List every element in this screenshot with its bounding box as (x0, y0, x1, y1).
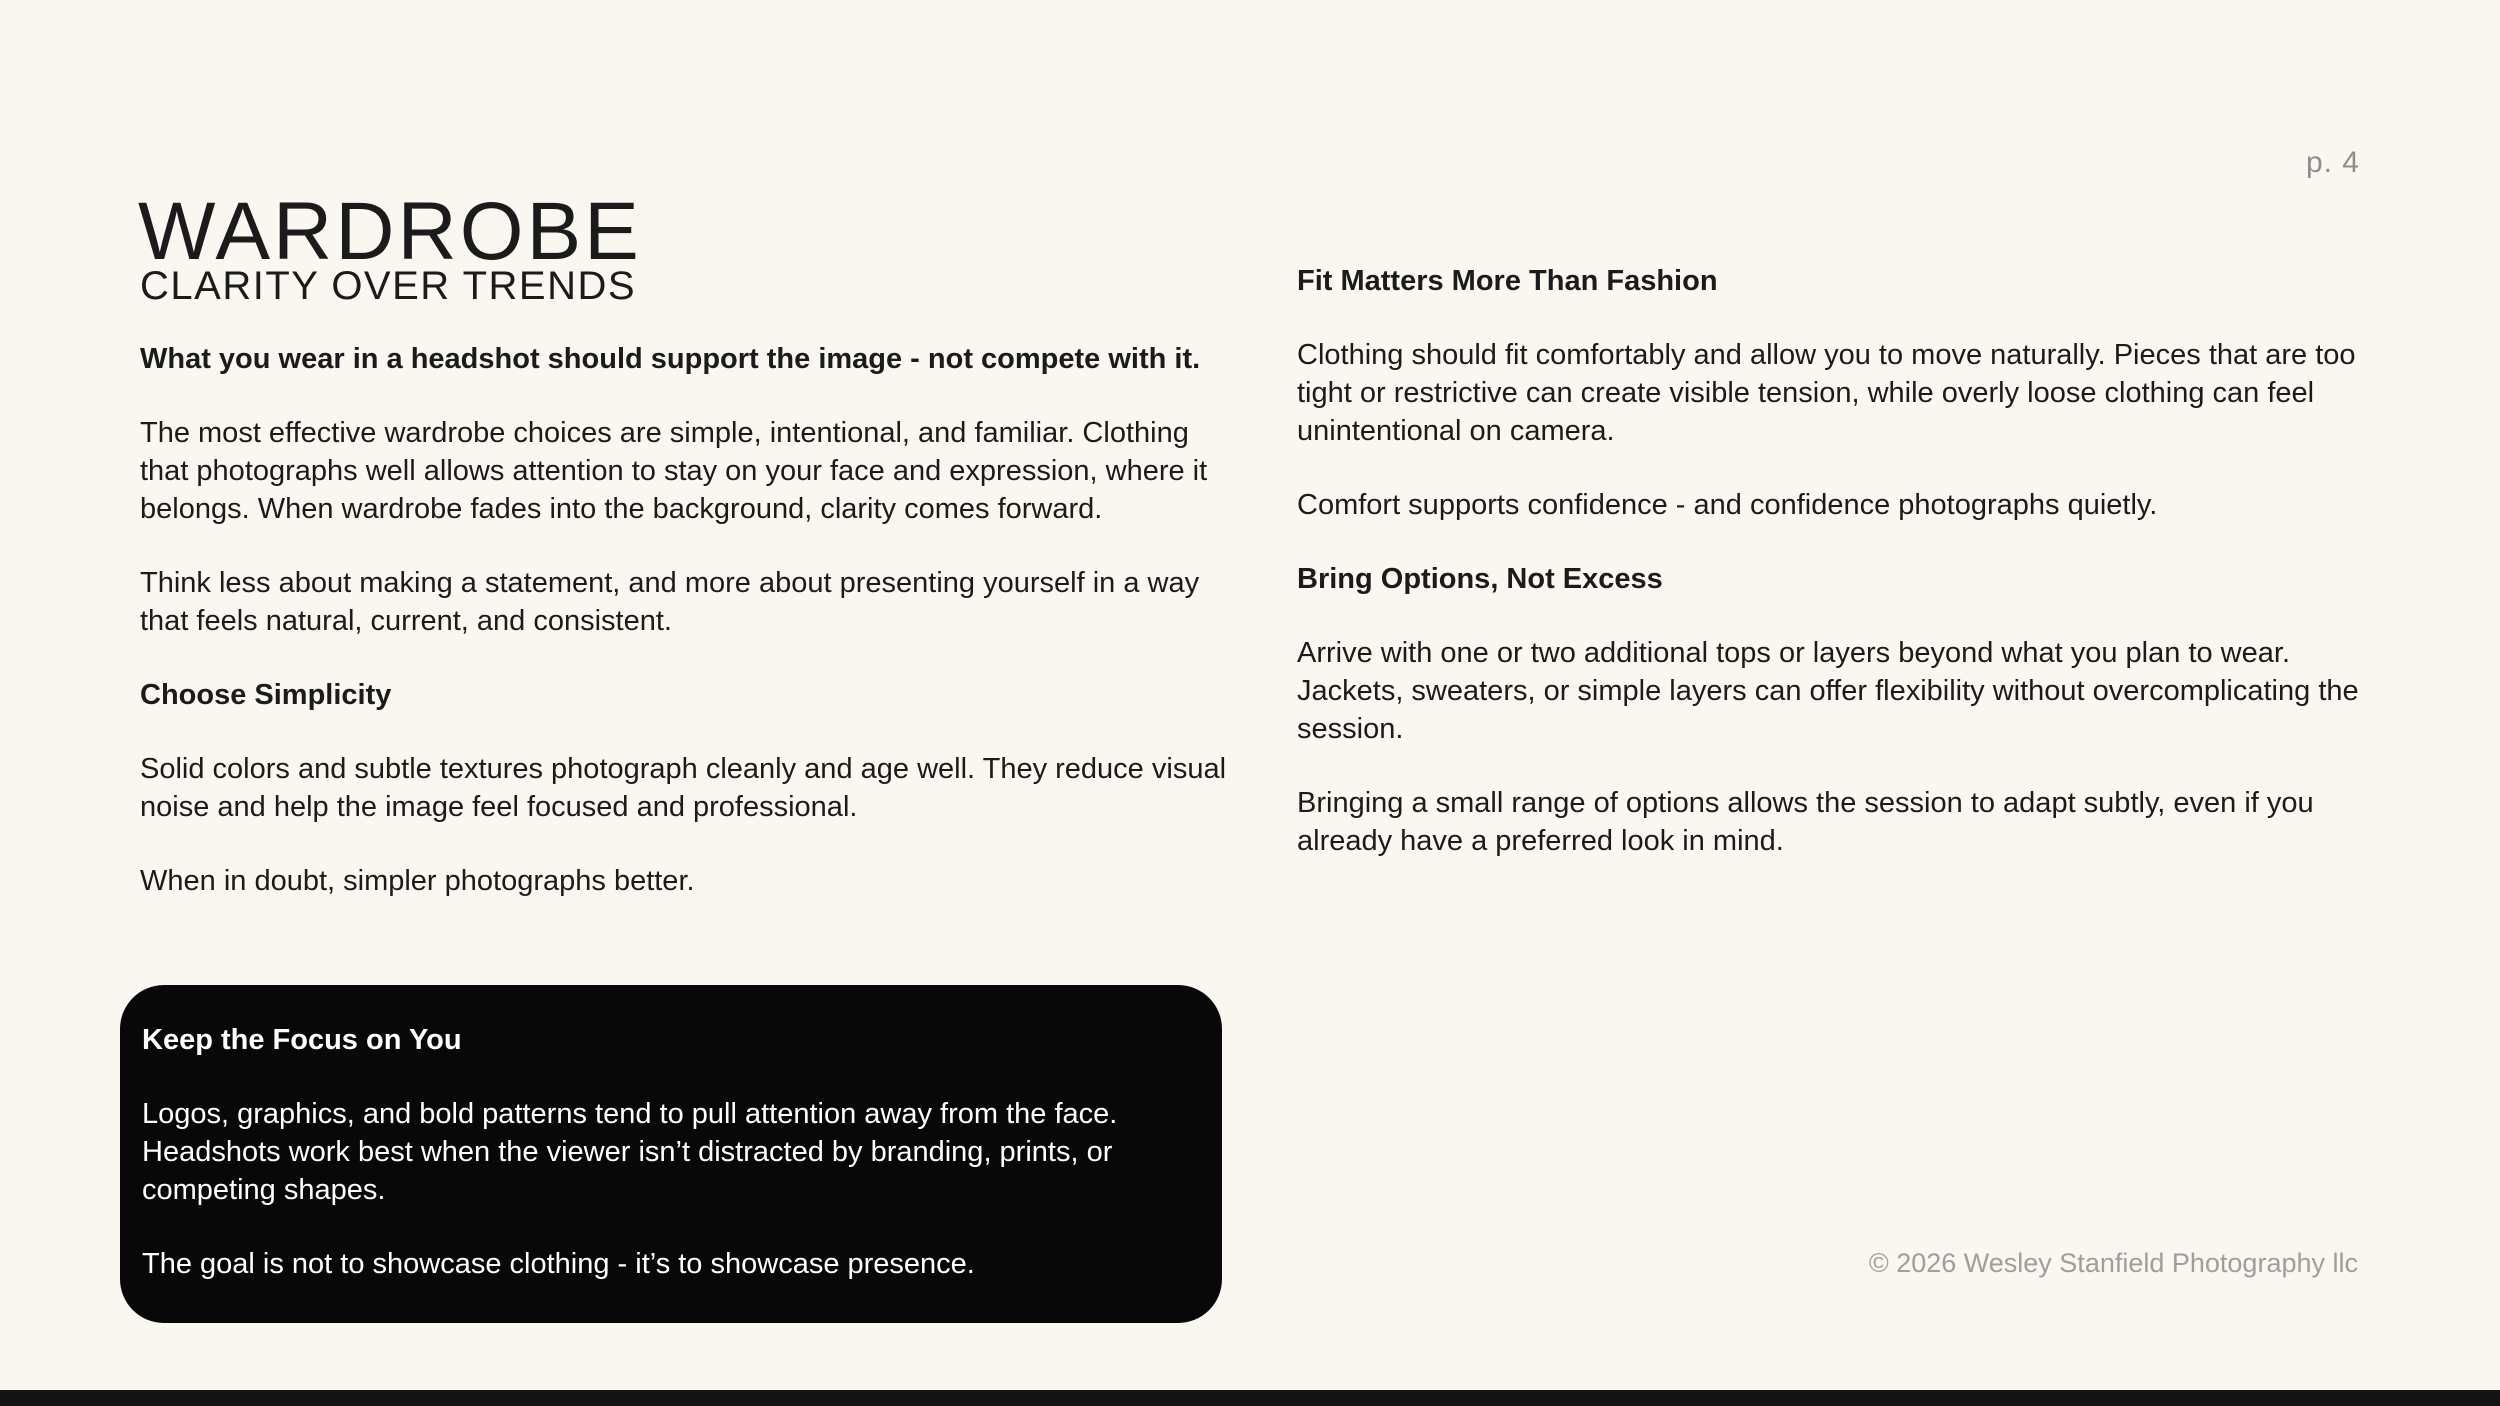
paragraph-showcase-presence: The goal is not to showcase clothing - it’s to showcase presence. (142, 1248, 975, 1280)
paragraph-comfort-confidence: Comfort supports confidence - and confidence photographs quietly. (1297, 489, 2158, 521)
right-column (1297, 262, 2372, 896)
paragraph-logos-graphics: Logos, graphics, and bold patterns tend to pull attention away from the face. Headshots work best when the viewer isn’t distracted by branding, prints, or competing shapes. (142, 1098, 1118, 1206)
heading-choose-simplicity: Choose Simplicity (140, 679, 392, 711)
paragraph-when-in-doubt: When in doubt, simpler photographs better. (140, 865, 695, 897)
paragraph-clothing-fit: Clothing should fit comfortably and allow you to move naturally. Pieces that are too tight or restrictive can create visible tension, while overly loose clothing can feel unintentional on camera. (1297, 339, 2356, 447)
paragraph-arrive-with: Arrive with one or two additional tops or layers beyond what you plan to wear. Jackets, sweaters, or simple layers can offer flexibility without overcomplicating the session. (1297, 637, 2359, 745)
section-subtitle: CLARITY OVER TRENDS (140, 264, 637, 308)
bottom-bar (0, 1390, 2500, 1406)
page-title: WARDROBE (138, 185, 642, 277)
page-number: p. 4 (2305, 146, 2360, 179)
left-column (140, 262, 1230, 936)
heading-keep-focus: Keep the Focus on You (142, 1024, 462, 1056)
copyright-text: © 2026 Wesley Stanfield Photography llc (1868, 1248, 2358, 1278)
callout-box (120, 985, 1222, 1323)
lead-paragraph: What you wear in a headshot should support the image - not compete with it. (140, 343, 1201, 375)
paragraph-solid-colors: Solid colors and subtle textures photograph cleanly and age well. They reduce visual noise and help the image feel focused and professional. (140, 753, 1227, 823)
paragraph-think-less: Think less about making a statement, and more about presenting yourself in a way that feels natural, current, and consistent. (140, 567, 1200, 637)
heading-bring-options: Bring Options, Not Excess (1297, 563, 1663, 595)
heading-fit-matters: Fit Matters More Than Fashion (1297, 265, 1718, 297)
paragraph-wardrobe-choices: The most effective wardrobe choices are simple, intentional, and familiar. Clothing that photographs well allows attention to stay on your face and expression, where it belongs. When wardrobe fades into the background, clarity comes forward. (140, 417, 1208, 525)
paragraph-small-range: Bringing a small range of options allows the session to adapt subtly, even if you already have a preferred look in mind. (1297, 787, 2314, 857)
